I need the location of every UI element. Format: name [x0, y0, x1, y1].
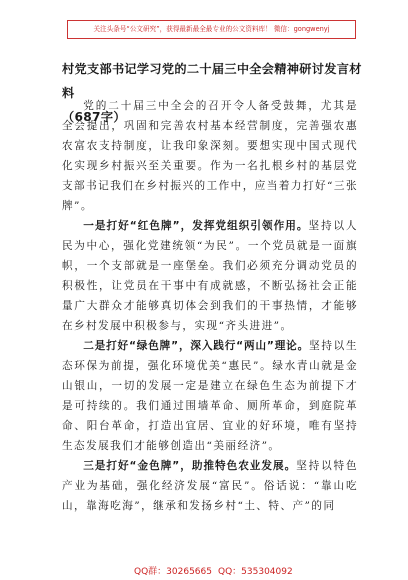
page-footer [0, 562, 408, 578]
paragraph-lead: 三是打好“金色牌”，助推特色农业发展。 [83, 460, 297, 472]
paragraph-gold-card [62, 456, 358, 516]
paragraph-lead: 二是打好“绿色牌”，深入践行“两山”理论。 [83, 340, 310, 352]
promo-banner: 关注头条号“公文研究”，获得最新最全最专业的公文资料库！ 微信：gongwenyj [67, 20, 356, 39]
document-body [62, 96, 358, 516]
paragraph-text: 坚持以人民为中心，强化党建统领“为民”。一个党员就是一面旗帜，一个支部就是一座堡垒。我们必须充分调动党员的积极性，让党员在干事中有成就感，不断弘扬社会正能量广大群众才能够真切体会到我们的干事热情，才能够在乡村发展中积极参与，实现“齐头进进”。 [62, 220, 358, 332]
title-wordcount: （687字） [62, 110, 126, 124]
paragraph-green-card [62, 336, 358, 456]
footer-qq-group: QQ群：30265665 [134, 567, 212, 577]
paragraph-intro [62, 96, 358, 216]
paragraph-text: 坚持以生态环保为前提，强化环境优美“惠民”。绿水青山就是金山银山，一切的发展一定是建立在绿色生态为前提下才是可持续的。我们通过围墙革命、厕所革命，到庭院革命、阳台革命，打造出宜居、宜业的好环境，唯有坚持生态发展我们才能够创造出“美丽经济”。 [62, 340, 358, 452]
title-line: 村党支部书记学习党的二十届三中全会精神研讨发言材料 [62, 62, 362, 100]
footer-qq: QQ：535304092 [218, 567, 293, 577]
paragraph-text: 坚持以特色产业为基础，强化经济发展“富民”。俗话说：“靠山吃山，靠海吃海”，继承和发扬乡村“土、特、产”的同 [62, 460, 359, 512]
paragraph-red-card [62, 216, 358, 336]
paragraph-lead: 一是打好“红色牌”，发挥党组织引领作用。 [83, 220, 309, 232]
paragraph-text: 党的二十届三中全会的召开令人备受鼓舞，尤其是全会提出，巩固和完善农村基本经营制度，完善强农惠农富农支持制度，让我印象深刻。要想实现中国式现代化实现乡村振兴至关重要。作为一名扎根乡村的基层党支部书记我们在乡村振兴的工作中，应当着力打好“三张牌”。 [62, 100, 358, 212]
